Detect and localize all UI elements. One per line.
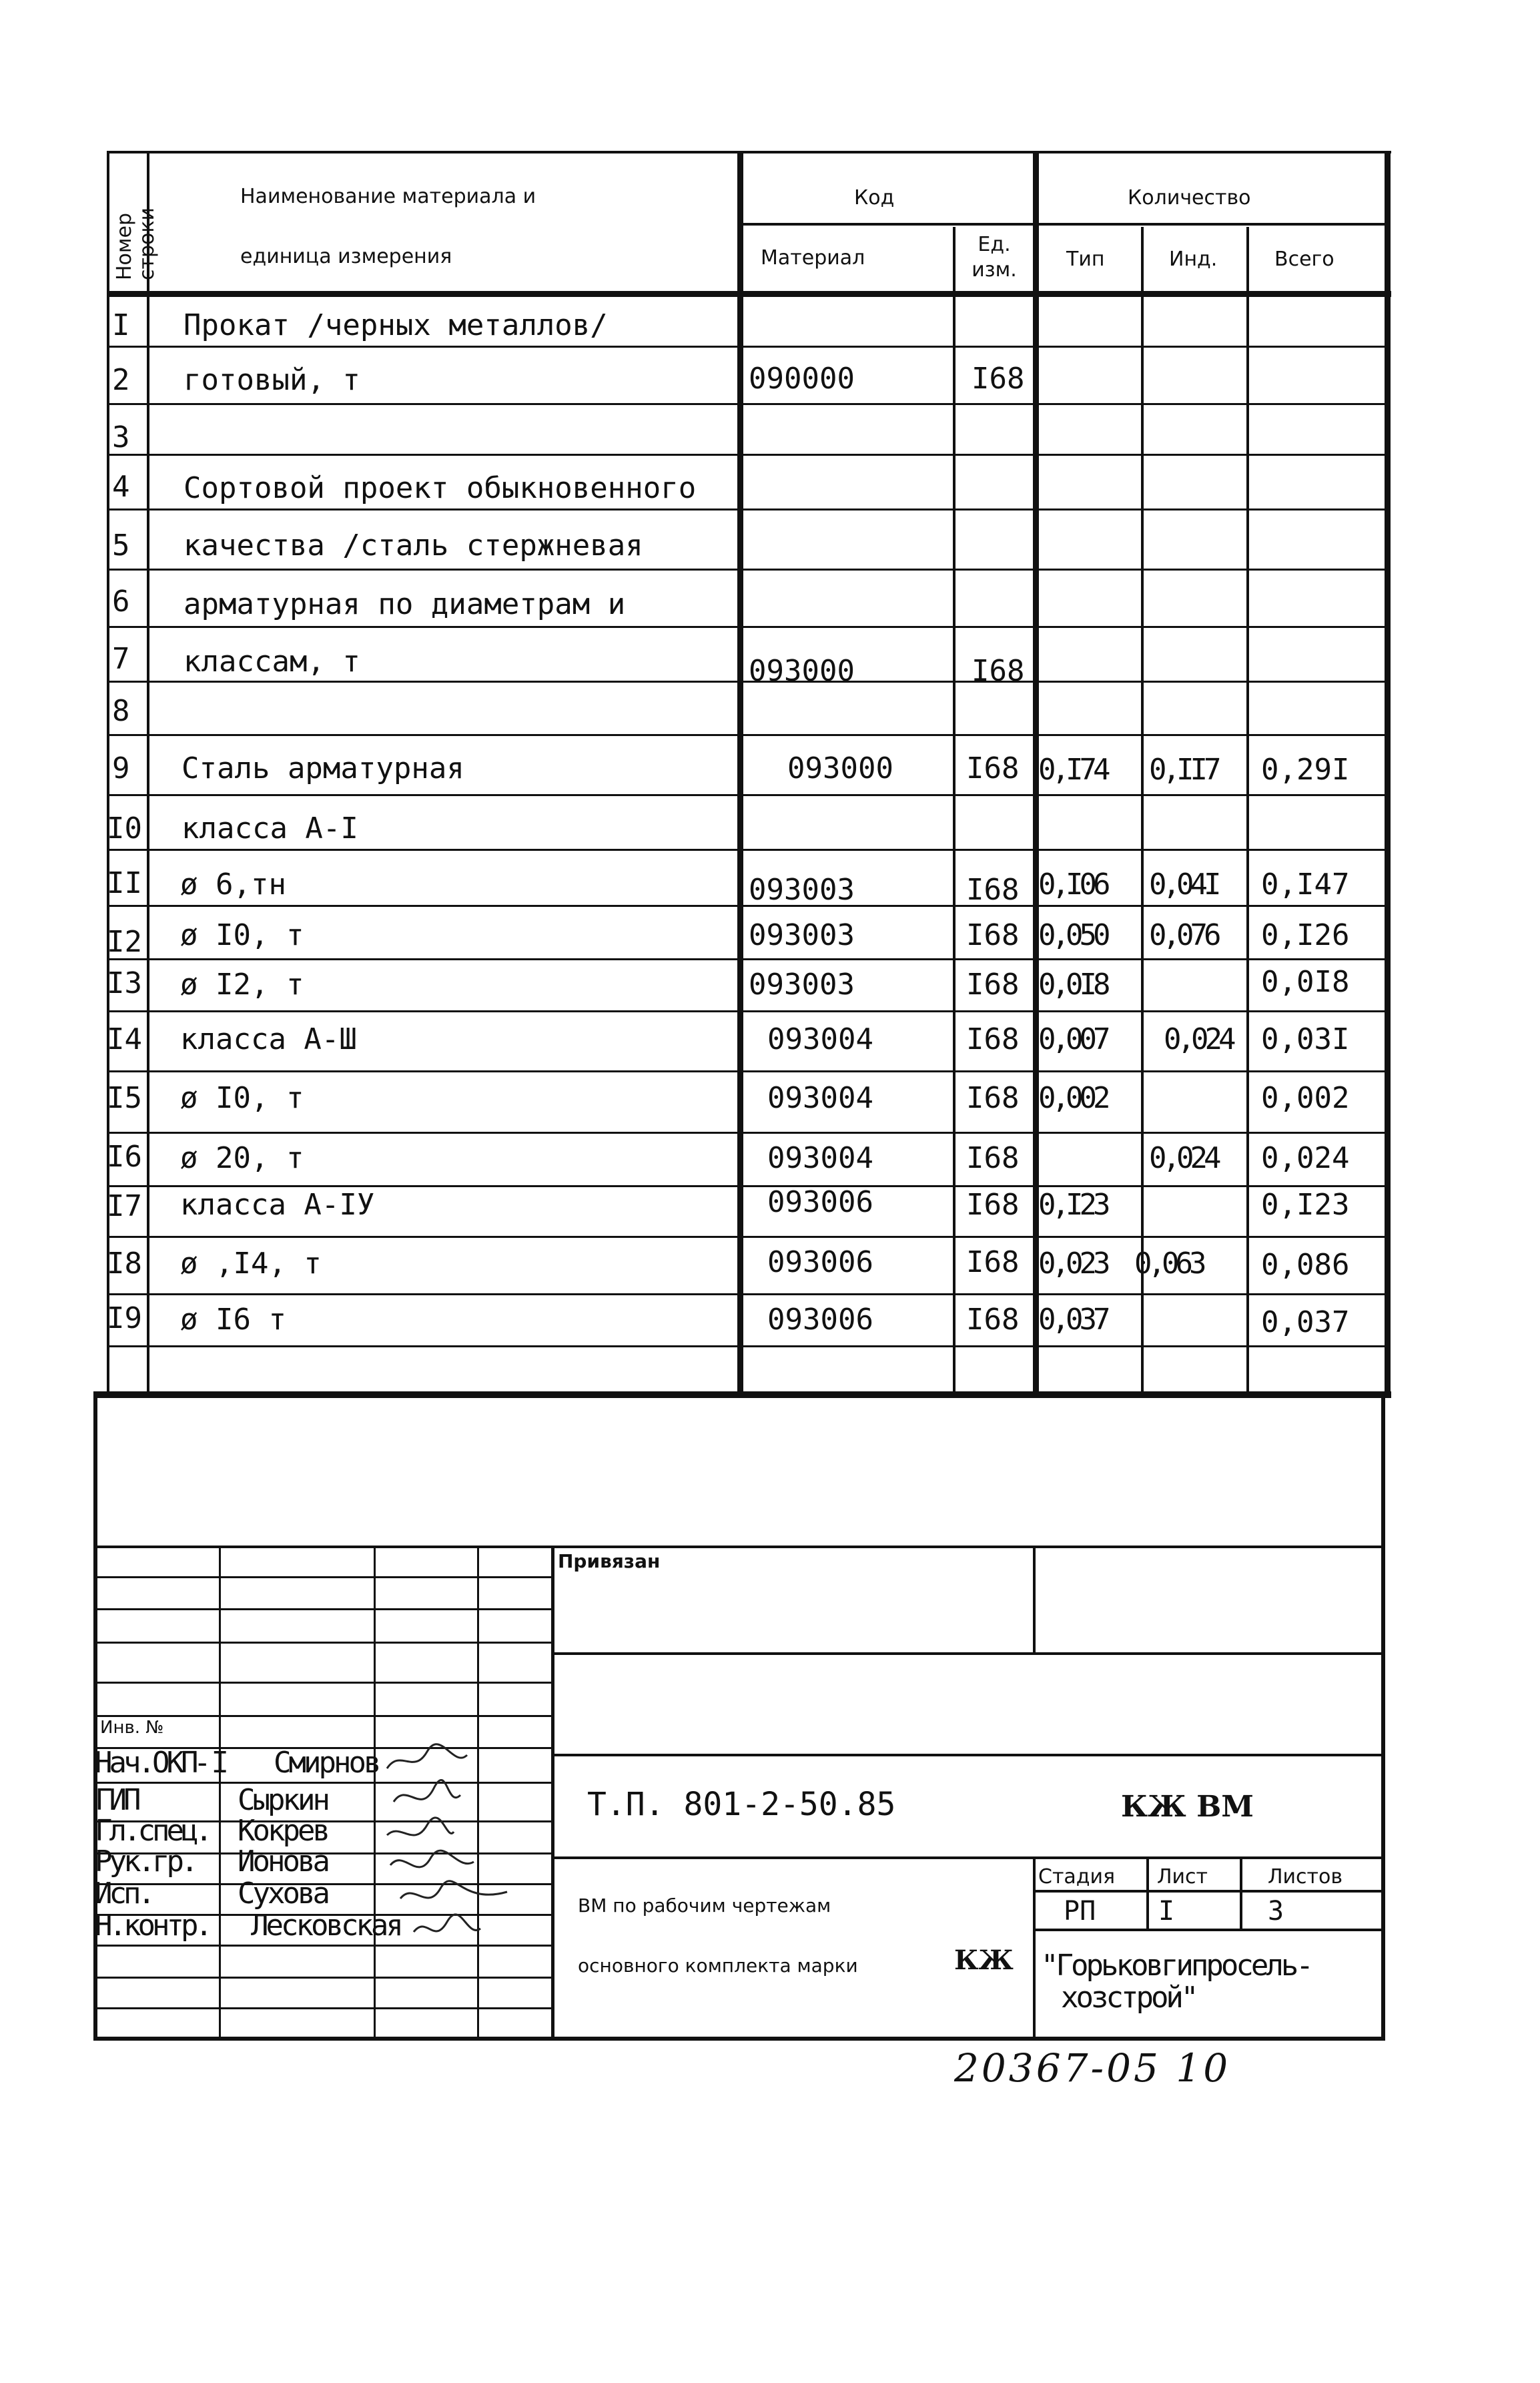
row-code: 093006 — [767, 1303, 873, 1337]
row-unit: I68 — [966, 1081, 1020, 1115]
material-header: Материал — [761, 246, 865, 270]
sheet-label: Лист — [1157, 1865, 1208, 1889]
row-total: 0,024 — [1261, 1141, 1350, 1175]
row-name: ø ,I4, т — [180, 1247, 322, 1281]
sheets-value: 3 — [1268, 1896, 1284, 1927]
row-ind: 0,076 — [1149, 918, 1218, 952]
inv-label: Инв. № — [100, 1718, 164, 1738]
row-name: классам, т — [183, 645, 360, 679]
row-number: I8 — [107, 1247, 142, 1281]
row-total: 0,I23 — [1261, 1188, 1350, 1222]
row-name: качества /сталь стержневая — [183, 529, 643, 563]
person-name: Сыркин — [238, 1783, 328, 1817]
row-number: II — [107, 866, 142, 900]
row-number: 8 — [112, 694, 130, 728]
row-code: 093006 — [767, 1185, 873, 1219]
name-header-line2: единица измерения — [240, 245, 452, 268]
row-total: 0,037 — [1261, 1305, 1350, 1339]
person-name: Ионова — [238, 1844, 328, 1879]
row-number: 4 — [112, 470, 130, 504]
row-number: I2 — [107, 925, 142, 959]
row-ind: 0,024 — [1164, 1022, 1232, 1056]
desc-line1: ВМ по рабочим чертежам — [578, 1895, 831, 1917]
role: ГИП — [95, 1783, 138, 1817]
row-typ: 0,I06 — [1038, 868, 1107, 902]
row-typ: 0,050 — [1038, 918, 1107, 952]
row-typ: 0,I23 — [1038, 1188, 1107, 1222]
row-total: 0,002 — [1261, 1081, 1350, 1115]
row-total: 0,I26 — [1261, 918, 1350, 952]
row-name: арматурная по диаметрам и — [183, 587, 626, 621]
row-total: 0,086 — [1261, 1248, 1350, 1282]
row-number: 9 — [112, 751, 130, 785]
row-number: 3 — [112, 420, 130, 454]
row-unit: I68 — [972, 362, 1025, 396]
row-number: I3 — [107, 966, 142, 1000]
row-unit: I68 — [966, 1141, 1020, 1175]
row-name: Прокат /черных металлов/ — [183, 308, 608, 342]
row-unit: I68 — [966, 1245, 1020, 1279]
role: Рук.гр. — [95, 1844, 196, 1879]
row-number-header: Номер строки — [113, 208, 159, 280]
row-total: 0,0I8 — [1261, 965, 1350, 999]
row-name: класса А-I — [181, 811, 358, 845]
total-header: Всего — [1274, 248, 1334, 271]
row-ind: 0,024 — [1149, 1141, 1218, 1175]
mark-code: КЖ ВМ — [1121, 1790, 1254, 1824]
person-name: Кокрев — [238, 1814, 328, 1848]
row-typ: 0,I74 — [1038, 753, 1107, 787]
role: Гл.спец. — [95, 1814, 210, 1848]
typ-header: Тип — [1066, 248, 1105, 271]
privyazan-label: Привязан — [558, 1550, 661, 1572]
row-typ: 0,037 — [1038, 1303, 1107, 1337]
row-name: ø 20, т — [180, 1141, 304, 1175]
row-code: 093000 — [787, 751, 893, 785]
sheets-label: Листов — [1268, 1865, 1343, 1889]
row-ind: 0,04I — [1149, 868, 1218, 902]
row-unit: I68 — [966, 1022, 1020, 1056]
quantity-header: Количество — [1128, 186, 1251, 210]
row-name: готовый, т — [183, 363, 360, 397]
desc-line2: основного комплекта марки — [578, 1955, 858, 1977]
row-total: 0,I47 — [1261, 868, 1350, 902]
row-typ: 0,007 — [1038, 1022, 1107, 1056]
row-unit: I68 — [966, 873, 1020, 907]
row-code: 093004 — [767, 1081, 873, 1115]
row-name: класса А-Ш — [180, 1022, 357, 1056]
row-total: 0,29I — [1261, 753, 1350, 787]
row-code: 093000 — [749, 654, 855, 688]
org-line2: хозстрой" — [1061, 1981, 1196, 2015]
row-name: ø I0, т — [180, 1081, 304, 1115]
row-number: 7 — [112, 642, 130, 676]
footer-handwritten-number: 20367-05 10 — [954, 2045, 1231, 2091]
row-unit: I68 — [966, 1188, 1020, 1222]
row-unit: I68 — [966, 1303, 1020, 1337]
row-number: I9 — [107, 1301, 142, 1335]
unit-header: Ед. изм. — [972, 233, 1017, 282]
row-typ: 0,023 — [1038, 1247, 1107, 1281]
row-code: 093004 — [767, 1141, 873, 1175]
row-total: 0,03I — [1261, 1022, 1350, 1056]
row-typ: 0,002 — [1038, 1081, 1107, 1115]
row-number: I — [112, 308, 130, 342]
row-ind: 0,II7 — [1149, 753, 1218, 787]
org-line1: "Горьковгипросель- — [1041, 1949, 1311, 1983]
row-name: ø I6 т — [180, 1303, 286, 1337]
code-header: Код — [854, 186, 895, 210]
row-typ: 0,0I8 — [1038, 968, 1107, 1002]
signatures — [374, 1742, 540, 1962]
sheet-value: I — [1158, 1896, 1175, 1927]
row-code: 093003 — [749, 873, 855, 907]
row-unit: I68 — [972, 654, 1025, 688]
row-name: Сортовой проект обыкновенного — [183, 471, 697, 505]
person-name: Сухова — [238, 1877, 328, 1911]
tp-number: Т.П. 801-2-50.85 — [587, 1786, 896, 1823]
row-number: I5 — [107, 1081, 142, 1115]
row-number: I7 — [107, 1189, 142, 1223]
row-name: ø 6,тн — [180, 868, 286, 902]
row-unit: I68 — [966, 751, 1020, 785]
row-unit: I68 — [966, 918, 1020, 952]
desc-mark: КЖ — [954, 1945, 1014, 1976]
row-code: 093003 — [749, 918, 855, 952]
role: Исп. — [95, 1877, 152, 1911]
stage-value: РП — [1064, 1896, 1096, 1927]
row-code: 093003 — [749, 968, 855, 1002]
role: Нач.ОКП — [95, 1746, 196, 1780]
row-number: I0 — [107, 811, 142, 845]
row-ind: 0,063 — [1134, 1247, 1203, 1281]
row-number: 2 — [112, 363, 130, 397]
person-name: Смирнов — [274, 1746, 379, 1780]
row-number: I6 — [107, 1140, 142, 1174]
row-code: 090000 — [749, 362, 855, 396]
role-extra: -I — [194, 1746, 229, 1780]
row-number: 6 — [112, 585, 130, 619]
row-number: I4 — [107, 1022, 142, 1056]
person-name: Лесковская — [251, 1909, 401, 1943]
row-name: ø I2, т — [180, 968, 304, 1002]
row-code: 093006 — [767, 1245, 873, 1279]
stage-label: Стадия — [1038, 1865, 1116, 1889]
row-number: 5 — [112, 529, 130, 563]
row-code: 093004 — [767, 1022, 873, 1056]
ind-header: Инд. — [1169, 248, 1218, 271]
row-name: ø I0, т — [180, 918, 304, 952]
name-header-line1: Наименование материала и — [240, 185, 536, 208]
row-name: класса А-IУ — [180, 1188, 375, 1222]
row-unit: I68 — [966, 968, 1020, 1002]
role: Н.контр. — [95, 1909, 210, 1943]
row-name: Сталь арматурная — [181, 751, 464, 785]
